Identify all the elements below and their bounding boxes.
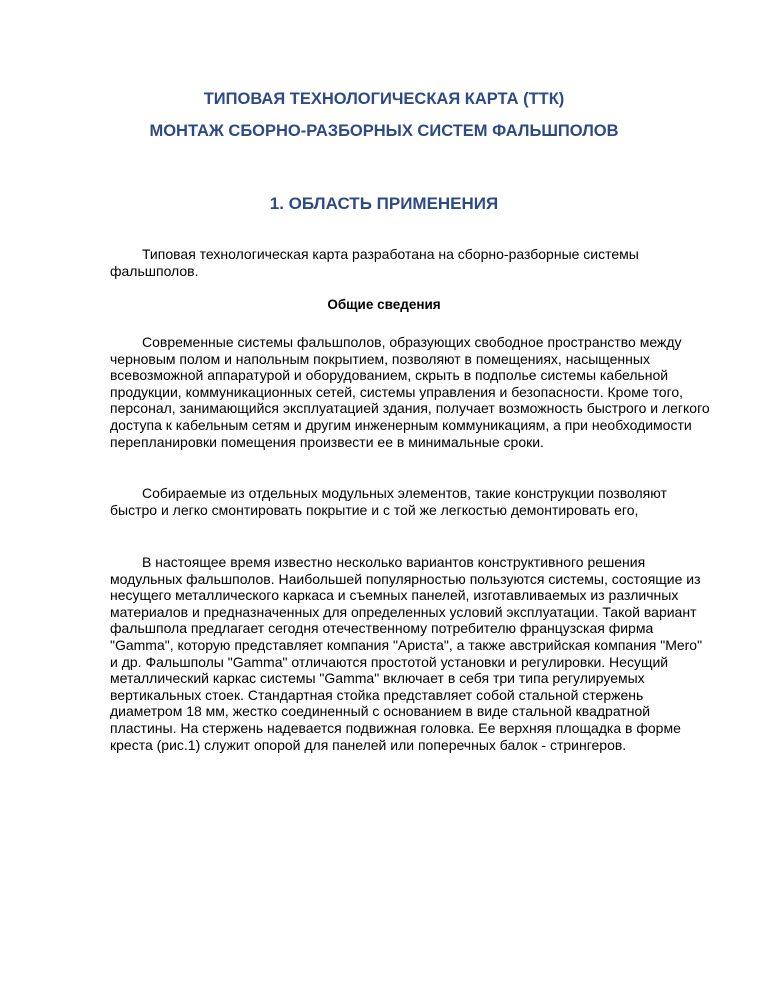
- document-title-line2: МОНТАЖ СБОРНО-РАЗБОРНЫХ СИСТЕМ ФАЛЬШПОЛОВ: [149, 122, 619, 140]
- document-title-line1: ТИПОВАЯ ТЕХНОЛОГИЧЕСКАЯ КАРТА (ТТК): [203, 90, 565, 108]
- intro-paragraph: Типовая технологическая карта разработана на сборно-разборные системы фальшполов.: [110, 246, 639, 279]
- paragraph-2: Собираемые из отдельных модульных элементов, такие конструкции позволяют быстро и легко смонтировать покрытие и с той же легкостью демонтировать его,: [110, 485, 667, 518]
- paragraph-1: Современные системы фальшполов, образующих свободное пространство между черновым полом и напольным покрытием, позволяют в помещениях, насыщенных всевозможной аппаратурой и оборудованием, скрыть в подполье системы кабельной продукции, коммуникационных сетей, системы управления и безопасности. Кроме того, персонал, занимающийся эксплуатацией здания, получает возможность быстрого и легкого доступа к кабельным сетям и другим инженерным коммуникациям, а при необходимости перепланировки помещения произвести ее в минимальные сроки.: [110, 334, 710, 450]
- section-heading: 1. ОБЛАСТЬ ПРИМЕНЕНИЯ: [269, 194, 499, 213]
- paragraph-3: В настоящее время известно несколько вариантов конструктивного решения модульных фальшполов. Наибольшей популярностью пользуются системы, состоящие из несущего металлического каркаса и съемных панелей, изготавливаемых из различных материалов и предназначенных для определенных условий эксплуатации. Такой вариант фальшпола предлагает сегодня отечественному потребителю французская фирма "Gamma", которую представляет компания "Ариста", а также австрийская компания "Mero" и др. Фальшполы "Gamma" отличаются простотой установки и регулировки. Несущий металлический каркас системы "Gamma" включает в себя три типа регулируемых вертикальных стоек. Стандартная стойка представляет собой стальной стержень диаметром 18 мм, жестко соединенный с основанием в виде стальной квадратной пластины. На стержень надевается подвижная головка. Ее верхняя площадка в форме креста (рис.1) служит опорой для панелей или поперечных балок - стрингеров.: [110, 554, 703, 753]
- subheading: Общие сведения: [327, 297, 441, 312]
